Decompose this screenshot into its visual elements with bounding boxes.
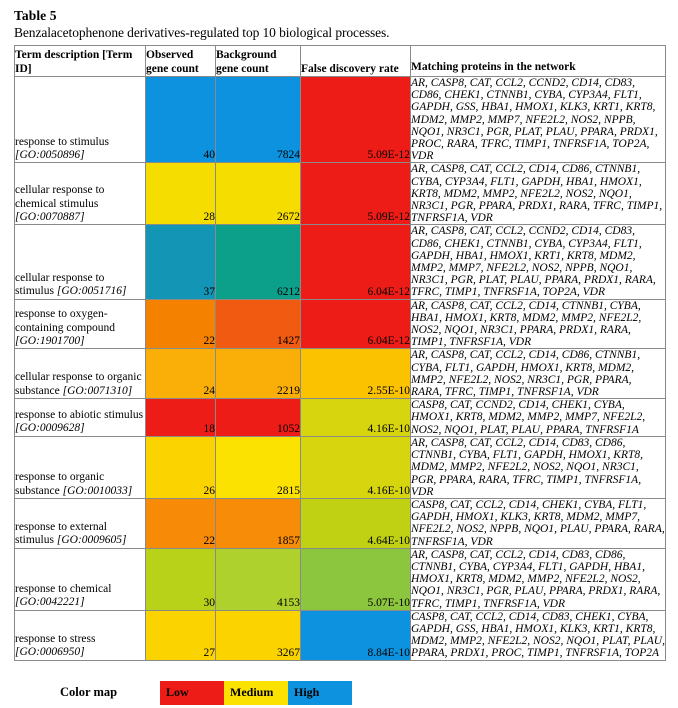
cell-term-description [15, 77, 146, 163]
term-id: [GO:0009605] [56, 534, 127, 547]
cell-false-discovery-rate: 6.04E-12 [301, 225, 411, 299]
table-row [15, 436, 666, 498]
cell-false-discovery-rate: 8.84E-10 [301, 610, 411, 660]
cell-matching-proteins: CASP8, CAT, CCL2, CD14, CD83, CHEK1, CYBA, GAPDH, GSS, HBA1, HMOX1, KLK3, KRT1, KRT8, MDM2, MMP2, NFE2L2, NOS2, NQO1, PLAT, PLAU, PPARA, PRDX1, PROC, TIMP1, TNFRSF1A, TOP2A [411, 610, 665, 660]
term-id: [GO:0042221] [15, 596, 85, 609]
cell-matching-proteins: AR, CASP8, CAT, CCL2, CCND2, CD14, CD83, CD86, CHEK1, CTNNB1, CYBA, CYP3A4, FLT1, GAPDH, HBA1, HMOX1, KRT1, KRT8, MDM2, MMP2, MMP7, NFE2L2, NOS2, NPPB, NQO1, NR3C1, PGR, PLAT, PLAU, PPARA, PRDX1, RARA, TFRC, TIMP1, TNFRSF1A, TOP2A, VDR [411, 225, 666, 299]
table-row [15, 498, 666, 548]
table-row [15, 163, 666, 225]
column-header-matching-proteins: Matching proteins in the network [411, 46, 666, 77]
cell-term-description [15, 399, 146, 437]
cell-false-discovery-rate: 2.55E-10 [301, 349, 411, 399]
cell-observed-gene-count: 28 [146, 163, 216, 225]
cell-term-description [15, 548, 146, 610]
table-row [15, 225, 666, 299]
cell-matching-proteins: CASP8, CAT, CCND2, CD14, CHEK1, CYBA, HMOX1, KRT8, MDM2, MMP2, MMP7, NFE2L2, NOS2, NQO1, PLAT, PLAU, PPARA, TNFRSF1A [411, 399, 666, 437]
term-name: response to external stimulus [15, 520, 107, 547]
term-id: [GO:1901700] [15, 335, 85, 348]
cell-term-description [15, 436, 146, 498]
table-row [15, 349, 666, 399]
table-header-row [15, 46, 666, 77]
cell-term-description [15, 349, 146, 399]
legend-segment-medium: Medium [224, 681, 288, 705]
cell-term-description [15, 498, 146, 548]
term-name: response to organic substance [15, 471, 105, 497]
cell-matching-proteins: AR, CASP8, CAT, CCL2, CCND2, CD14, CD83, CD86, CHEK1, CTNNB1, CYBA, CYP3A4, FLT1, GAPDH, GSS, HBA1, HMOX1, KLK3, KRT1, KRT8, MDM2, MMP2, MMP7, NFE2L2, NOS2, NPPB, NQO1, NR3C1, PGR, PLAT, PLAU, PPARA, PRDX1, PROC, RARA, TFRC, TIMP1, TNFRSF1A, TOP2A, VDR [411, 77, 666, 163]
cell-false-discovery-rate: 5.07E-10 [301, 548, 411, 610]
term-name: response to stress [15, 632, 96, 645]
cell-false-discovery-rate: 4.64E-10 [301, 498, 411, 548]
cell-matching-proteins: AR, CASP8, CAT, CCL2, CD14, CTNNB1, CYBA, HBA1, HMOX1, KRT8, MDM2, MMP2, NFE2L2, NOS2, NQO1, NR3C1, PPARA, PRDX1, RARA, TIMP1, TNFRSF1A, VDR [411, 299, 666, 349]
term-name: response to stimulus [15, 135, 109, 148]
cell-observed-gene-count: 24 [146, 349, 216, 399]
term-name: response to abiotic stimulus [15, 409, 144, 422]
cell-matching-proteins: AR, CASP8, CAT, CCL2, CD14, CD83, CD86, CTNNB1, CYBA, FLT1, GAPDH, HMOX1, KRT8, MDM2, MMP2, NFE2L2, NOS2, NQO1, NR3C1, PGR, PPARA, RARA, TFRC, TIMP1, TNFRSF1A, VDR [411, 436, 666, 498]
term-id: [GO:0051716] [56, 285, 127, 298]
cell-observed-gene-count: 22 [146, 299, 216, 349]
cell-background-gene-count: 3267 [216, 610, 301, 660]
table-row [15, 610, 666, 660]
legend-segment-low: Low [160, 681, 224, 705]
term-id: [GO:0006950] [15, 646, 85, 659]
column-header-false-discovery-rate: False discovery rate [301, 46, 411, 77]
cell-matching-proteins: AR, CASP8, CAT, CCL2, CD14, CD86, CTNNB1, CYBA, CYP3A4, FLT1, GAPDH, HBA1, HMOX1, KRT8, MDM2, MMP2, NFE2L2, NOS2, NQO1, NR3C1, PGR, PPARA, PRDX1, RARA, TFRC, TIMP1, TNFRSF1A, VDR [411, 163, 666, 225]
cell-matching-proteins: CASP8, CAT, CCL2, CD14, CHEK1, CYBA, FLT1, GAPDH, HMOX1, KLK3, KRT8, MDM2, MMP7, NFE2L2, NOS2, NPPB, NQO1, PLAU, PPARA, RARA, TNFRSF1A, VDR [411, 498, 665, 548]
column-header-background-gene-count: Background gene count [216, 46, 301, 77]
term-name: response to oxygen-containing compound [15, 308, 115, 334]
legend-segment-high: High [288, 681, 352, 705]
cell-background-gene-count: 2219 [216, 349, 301, 399]
table-row [15, 399, 666, 437]
cell-false-discovery-rate: 4.16E-10 [301, 436, 411, 498]
cell-background-gene-count: 1052 [216, 399, 301, 437]
cell-observed-gene-count: 40 [146, 77, 216, 163]
color-map-legend-title: Color map [60, 685, 118, 700]
table-caption: Benzalacetophenone derivatives-regulated top 10 biological processes. [14, 25, 390, 40]
cell-observed-gene-count: 22 [146, 498, 216, 548]
cell-background-gene-count: 2815 [216, 436, 301, 498]
cell-false-discovery-rate: 5.09E-12 [301, 163, 411, 225]
cell-term-description [15, 225, 146, 299]
term-name: response to chemical [15, 582, 112, 595]
cell-observed-gene-count: 30 [146, 548, 216, 610]
term-name: cellular response to chemical stimulus [15, 184, 105, 210]
cell-background-gene-count: 4153 [216, 548, 301, 610]
cell-background-gene-count: 1857 [216, 498, 301, 548]
table-row [15, 299, 666, 349]
cell-background-gene-count: 6212 [216, 225, 301, 299]
term-id: [GO:0050896] [15, 149, 85, 162]
cell-observed-gene-count: 37 [146, 225, 216, 299]
term-name: cellular response to stimulus [15, 271, 105, 298]
column-header-term-description: Term description [Term ID] [15, 46, 146, 77]
table-row [15, 77, 666, 163]
cell-term-description [15, 299, 146, 349]
table-number-label: Table 5 [14, 8, 57, 23]
cell-background-gene-count: 7824 [216, 77, 301, 163]
cell-matching-proteins: AR, CASP8, CAT, CCL2, CD14, CD86, CTNNB1, CYBA, FLT1, GAPDH, HMOX1, KRT8, MDM2, MMP2, NFE2L2, NOS2, NR3C1, PGR, PPARA, RARA, TFRC, TIMP1, TNFRSF1A, VDR [411, 349, 666, 399]
cell-false-discovery-rate: 5.09E-12 [301, 77, 411, 163]
cell-observed-gene-count: 27 [146, 610, 216, 660]
cell-false-discovery-rate: 4.16E-10 [301, 399, 411, 437]
cell-background-gene-count: 1427 [216, 299, 301, 349]
cell-term-description [15, 610, 146, 660]
color-map-legend-bar [160, 681, 352, 705]
term-id: [GO:0070887] [15, 211, 85, 224]
table-row [15, 548, 666, 610]
term-name: cellular response to organic substance [15, 371, 142, 397]
biological-processes-table [14, 45, 666, 661]
cell-observed-gene-count: 18 [146, 399, 216, 437]
cell-background-gene-count: 2672 [216, 163, 301, 225]
cell-observed-gene-count: 26 [146, 436, 216, 498]
cell-false-discovery-rate: 6.04E-12 [301, 299, 411, 349]
term-id: [GO:0010033] [62, 484, 133, 497]
column-header-observed-gene-count: Observed gene count [146, 46, 216, 77]
cell-term-description [15, 163, 146, 225]
table-body [15, 77, 666, 661]
term-id: [GO:0009628] [15, 422, 85, 435]
term-id: [GO:0071310] [62, 384, 133, 397]
color-map-legend [14, 681, 665, 705]
cell-matching-proteins: AR, CASP8, CAT, CCL2, CD14, CD83, CD86, CTNNB1, CYBA, CYP3A4, FLT1, GAPDH, HBA1, HMOX1, KRT8, MDM2, MMP2, NFE2L2, NOS2, NQO1, NR3C1, PGR, PLAU, PPARA, PRDX1, RARA, TFRC, TIMP1, TNFRSF1A, VDR [411, 548, 666, 610]
